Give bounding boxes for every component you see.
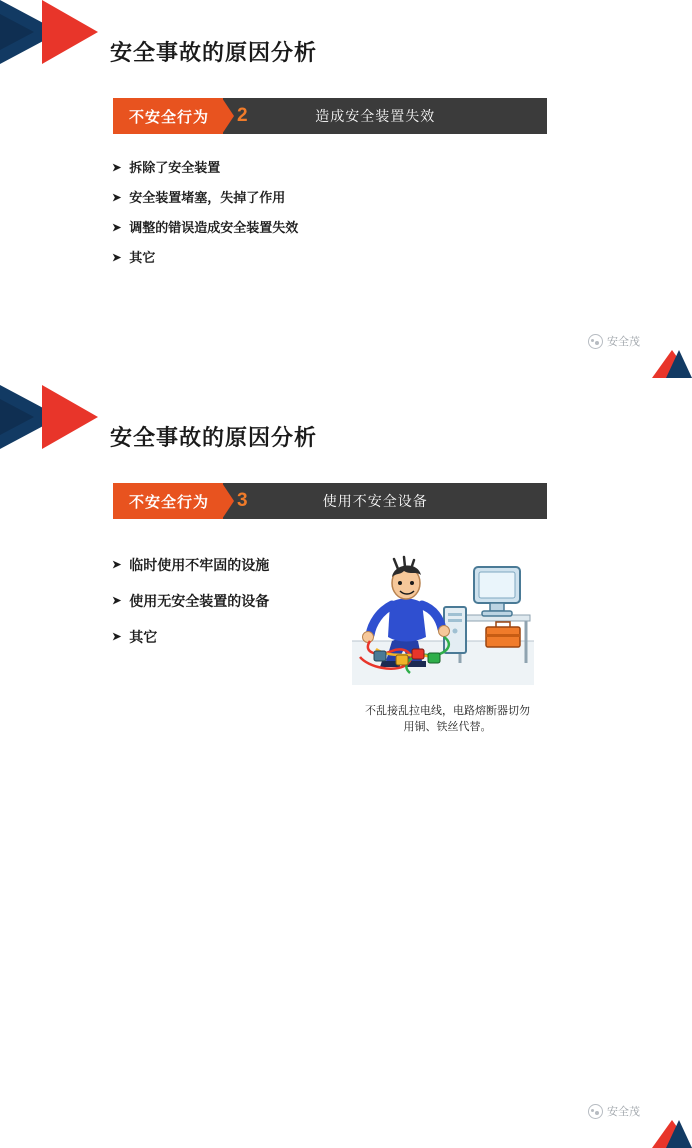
watermark [588,333,640,349]
list-item [112,160,298,176]
section-banner [113,98,547,134]
chevron-right-icon: ➤ [112,559,122,571]
slide-2 [0,385,692,1118]
list-item-label: 临时使用不牢固的设施 [129,557,270,573]
illustration-caption: 不乱接乱拉电线，电路熔断器切勿用铜、铁丝代替。 [365,705,530,733]
list-item-label: 安全装置堵塞，失掉了作用 [129,190,286,205]
corner-triangle-decoration [652,350,692,378]
logo-arrow-red [42,0,98,64]
list-item-label: 调整的错误造成安全装置失效 [129,220,299,235]
chevron-right-icon: ➤ [112,252,122,264]
list-item [112,557,269,573]
triangle-navy [666,350,692,378]
watermark [588,1103,640,1119]
banner-text: 造成安全装置失效 [264,98,547,134]
bullet-list [112,160,298,280]
banner-label: 不安全行为 [113,483,223,519]
slide-1 [0,0,692,385]
chevron-right-icon: ➤ [112,631,122,643]
chevron-right-icon: ➤ [112,595,122,607]
banner-text: 使用不安全设备 [264,483,547,519]
wechat-icon [588,1104,603,1119]
triangle-navy [666,1120,692,1148]
chevron-right-icon: ➤ [112,192,122,204]
section-banner [113,483,547,519]
chevron-right-icon: ➤ [112,222,122,234]
list-item [112,593,269,609]
list-item [112,220,298,236]
list-item [112,629,269,645]
logo-arrow-navy-small [0,14,34,50]
banner-label: 不安全行为 [113,98,223,134]
list-item-label: 使用无安全装置的设备 [129,593,270,609]
logo-arrow-mark [0,385,120,449]
list-item-label: 其它 [129,629,158,645]
list-item-label: 拆除了安全装置 [129,160,221,175]
illustration-svg [348,545,538,690]
logo-arrow-mark [0,0,120,64]
corner-triangle-decoration [652,1120,692,1148]
chevron-right-icon: ➤ [112,162,122,174]
wechat-icon [588,334,603,349]
watermark-label: 安全茂 [607,336,640,348]
list-item-label: 其它 [129,250,156,265]
banner-number: 3 [223,483,264,519]
banner-number: 2 [223,98,264,134]
page-title: 安全事故的原因分析 [110,40,318,65]
logo-arrow-red [42,385,98,449]
watermark-label: 安全茂 [607,1106,640,1118]
logo-arrow-navy-small [0,399,34,435]
bullet-list [112,557,269,665]
list-item [112,190,298,206]
page-title: 安全事故的原因分析 [110,425,318,450]
illustration-electrical-safety [348,545,538,690]
list-item [112,250,298,266]
